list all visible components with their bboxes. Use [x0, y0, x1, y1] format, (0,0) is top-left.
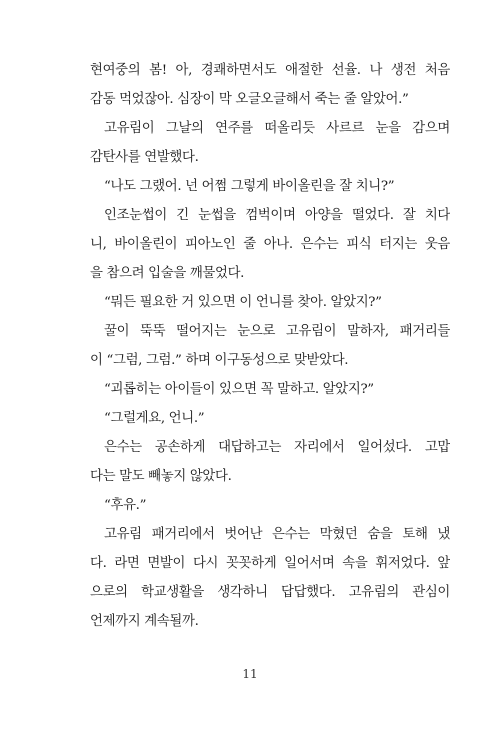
- text-line: “그럴게요, 언니.”: [104, 411, 205, 426]
- text-line: 감탄사를 연발했다.: [90, 150, 199, 165]
- text-line: 고유림이 그날의 연주를 떠올리듯 사르르 눈을 감으며: [104, 121, 450, 136]
- text-line: “괴롭히는 아이들이 있으면 꼭 말하고. 알았지?”: [104, 382, 374, 397]
- text-line: “후유.”: [104, 498, 147, 513]
- text-line: 을 참으려 입술을 깨물었다.: [90, 266, 245, 281]
- text-line: “나도 그랬어. 넌 어쩜 그렇게 바이올린을 잘 치니?”: [104, 179, 395, 194]
- text-line: 현여중의 봄! 아, 경쾌하면서도 애절한 선율. 나 생전 처음: [90, 63, 450, 78]
- text-line: 이 “그럼, 그럼.” 하며 이구동성으로 맞받았다.: [90, 353, 349, 368]
- text-line: 으로의 학교생활을 생각하니 답답했다. 고유림의 관심이: [90, 585, 450, 600]
- page-number: 11: [242, 667, 258, 681]
- body-text: [90, 56, 450, 636]
- text-line: 인조눈썹이 긴 눈썹을 껌벅이며 아양을 떨었다. 잘 치다: [104, 208, 450, 223]
- text-line: “뭐든 필요한 거 있으면 이 언니를 찾아. 알았지?”: [104, 295, 382, 310]
- text-line: 다. 라면 면발이 다시 꼿꼿하게 일어서며 속을 휘저었다. 앞: [90, 556, 450, 571]
- text-line: 언제까지 계속될까.: [90, 614, 199, 629]
- text-line: 감동 먹었잖아. 심장이 막 오글오글해서 죽는 줄 알았어.”: [90, 92, 409, 107]
- text-line: 다는 말도 빼놓지 않았다.: [90, 469, 232, 484]
- text-line: 꿀이 뚝뚝 떨어지는 눈으로 고유림이 말하자, 패거리들: [104, 324, 450, 339]
- text-line: 은수는 공손하게 대답하고는 자리에서 일어섰다. 고맙: [104, 440, 450, 455]
- text-line: 니, 바이올린이 피아노인 줄 아나. 은수는 피식 터지는 웃음: [90, 237, 450, 252]
- text-line: 고유림 패거리에서 벗어난 은수는 막혔던 숨을 토해 냈: [104, 527, 450, 542]
